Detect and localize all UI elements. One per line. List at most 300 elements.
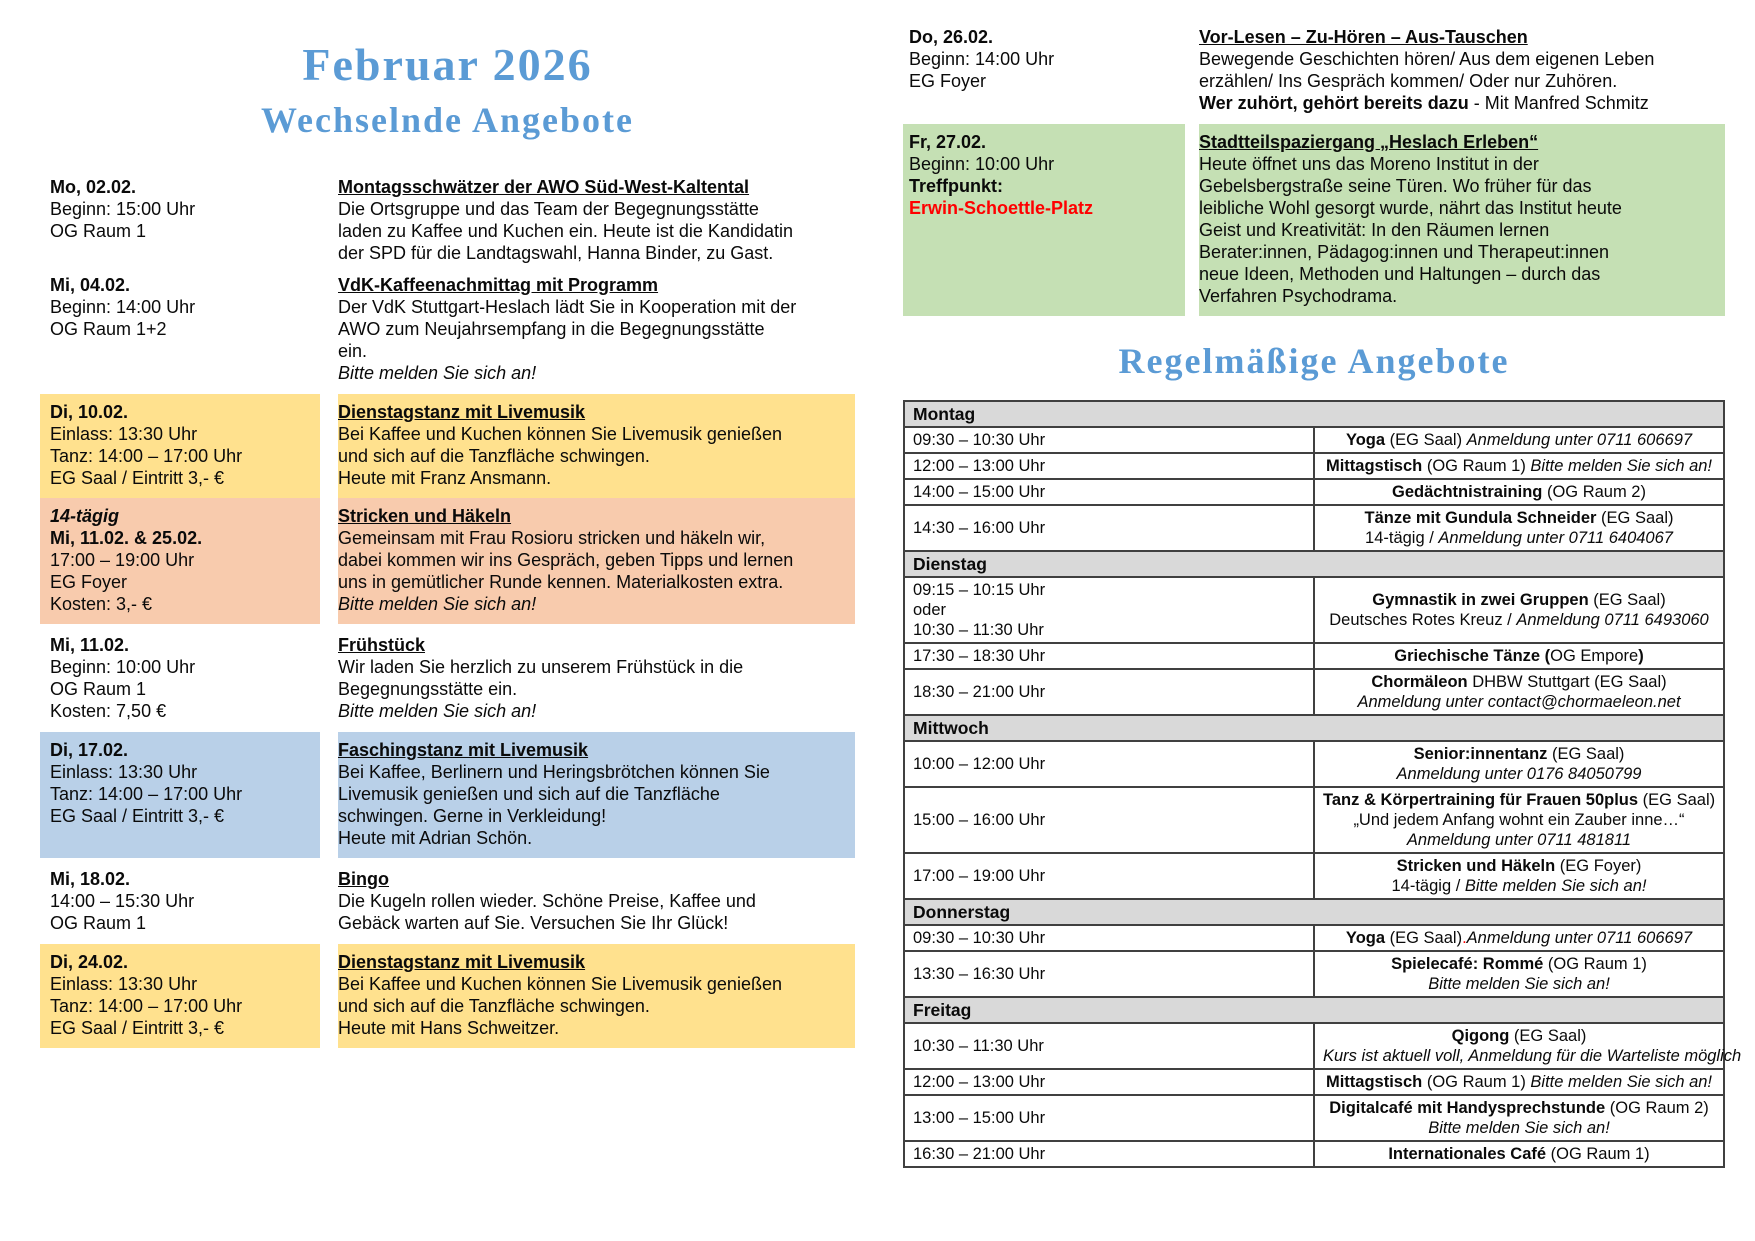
content-cell (1314, 853, 1724, 899)
text-segment: Tanz: 14:00 – 17:00 Uhr (50, 446, 243, 466)
text-line (50, 505, 320, 527)
event-title: Montagsschwätzer der AWO Süd-West-Kaltental (338, 177, 750, 197)
time-cell (904, 787, 1314, 853)
text-line (1199, 219, 1719, 241)
text-segment: Bitte melden Sie sich an! (1428, 975, 1610, 993)
text-segment: EG Foyer (909, 71, 987, 91)
column-gutter (320, 394, 338, 498)
text-segment: ein. (338, 341, 368, 361)
text-segment: Senior:innentanz (1413, 745, 1548, 763)
content-cell (1314, 643, 1724, 669)
text-segment: Gymnastik in zwei Gruppen (1372, 591, 1589, 609)
text-line (50, 527, 320, 549)
text-segment: Fr, 27.02. (909, 132, 987, 152)
regular-offers-title: Regelmäßige Angebote (1118, 341, 1510, 381)
text-line (338, 340, 849, 362)
text-line (50, 890, 320, 912)
day-header-cell: Donnerstag (904, 899, 1724, 925)
text-segment: Bitte melden Sie sich an! (338, 594, 537, 614)
text-line (50, 739, 320, 761)
time-text: 12:00 – 13:00 Uhr (913, 1073, 1046, 1091)
text-line (50, 761, 320, 783)
text-line (50, 220, 320, 242)
text-line (338, 973, 849, 995)
text-line (909, 131, 1185, 153)
text-line (50, 1017, 320, 1039)
month-title: Februar 2026 (302, 39, 593, 90)
text-segment: und sich auf die Tanzfläche schwingen. (338, 446, 650, 466)
text-segment: Anmeldung unter 0711 6404067 (1438, 529, 1673, 547)
text-segment: neue Ideen, Methoden und Haltungen – durch das (1199, 264, 1601, 284)
text-line (1323, 1026, 1715, 1046)
text-segment: Einlass: 13:30 Uhr (50, 424, 198, 444)
text-segment: Verfahren Psychodrama. (1199, 286, 1398, 306)
text-line (50, 593, 320, 615)
text-segment: (EG Saal) (1547, 745, 1625, 763)
event-block (903, 124, 1725, 316)
text-segment: Die Kugeln rollen wieder. Schöne Preise, Kaffee und (338, 891, 756, 911)
text-line (338, 656, 849, 678)
text-segment: und sich auf die Tanzfläche schwingen. (338, 996, 650, 1016)
time-text: 09:15 – 10:15 Uhr (913, 581, 1046, 599)
text-line (338, 549, 849, 571)
text-segment: uns in gemütlicher Runde kennen. Materialkosten extra. (338, 572, 784, 592)
text-line (338, 890, 849, 912)
event-description (338, 394, 855, 498)
text-segment: Kosten: 7,50 € (50, 701, 167, 721)
event-title: Dienstagstanz mit Livemusik (338, 402, 586, 422)
text-line (1199, 175, 1719, 197)
text-segment: ) (1638, 647, 1644, 665)
right-events-list (903, 26, 1725, 316)
text-line (909, 26, 1185, 48)
text-segment: Berater:innen, Pädagog:innen und Therapeut:innen (1199, 242, 1609, 262)
text-segment: Bei Kaffee und Kuchen können Sie Livemusik genießen (338, 424, 782, 444)
schedule-row (904, 925, 1724, 951)
text-line (1199, 285, 1719, 307)
text-segment: Wir laden Sie herzlich zu unserem Frühstück in die (338, 657, 744, 677)
content-cell (1314, 1023, 1742, 1069)
schedule-row (904, 427, 1724, 453)
schedule-row (904, 479, 1724, 505)
text-line (1323, 928, 1715, 948)
text-segment: 17:00 – 19:00 Uhr (50, 550, 195, 570)
schedule-row (904, 453, 1724, 479)
text-segment: OG Raum 1 (50, 913, 147, 933)
text-line (50, 198, 320, 220)
time-text: 09:30 – 10:30 Uhr (913, 929, 1046, 947)
text-segment: Spielecafé: Rommé (1391, 955, 1544, 973)
text-segment: Einlass: 13:30 Uhr (50, 762, 198, 782)
text-line (1199, 241, 1719, 263)
text-segment: Anmeldung unter 0711 481811 (1406, 831, 1632, 849)
content-cell (1314, 505, 1724, 551)
text-line (50, 912, 320, 934)
text-line (338, 423, 849, 445)
text-segment: (OG Raum 1) (1422, 457, 1531, 475)
text-segment: Mittagstisch (1325, 1073, 1423, 1091)
time-cell (904, 1141, 1314, 1167)
text-line (50, 423, 320, 445)
text-segment: Mi, 18.02. (50, 869, 131, 889)
text-line (50, 296, 320, 318)
text-segment: Yoga (1345, 431, 1386, 449)
text-line (1199, 92, 1719, 114)
text-line (1199, 197, 1719, 219)
text-line (50, 868, 320, 890)
text-line (50, 176, 320, 198)
schedule-row (904, 1141, 1724, 1167)
text-segment: Geist und Kreativität: In den Räumen lernen (1199, 220, 1550, 240)
text-line (338, 783, 849, 805)
schedule-row (904, 505, 1724, 551)
text-line (909, 48, 1185, 70)
text-line (338, 700, 849, 722)
schedule-row (904, 951, 1724, 997)
schedule-row (904, 787, 1724, 853)
text-line (1323, 790, 1715, 810)
day-header-cell: Mittwoch (904, 715, 1724, 741)
event-date-info (903, 124, 1185, 316)
event-description (338, 944, 855, 1048)
text-segment: 14-tägig / (1365, 529, 1439, 547)
event-block (40, 634, 855, 722)
event-title: Bingo (338, 869, 389, 889)
text-line (338, 805, 849, 827)
time-text: 16:30 – 21:00 Uhr (913, 1145, 1046, 1163)
text-line (50, 656, 320, 678)
text-line (1323, 430, 1715, 450)
text-segment: 14-tägig (50, 506, 120, 526)
schedule-row (904, 577, 1724, 643)
text-segment: Mi, 11.02. (50, 635, 130, 655)
time-text: 13:00 – 15:00 Uhr (913, 1109, 1046, 1127)
text-line (338, 242, 849, 264)
text-segment: Bitte melden Sie sich an! (1464, 877, 1647, 895)
event-title: Dienstagstanz mit Livemusik (338, 952, 586, 972)
day-header-cell: Freitag (904, 997, 1724, 1023)
text-line (1323, 856, 1715, 876)
text-segment: Anmeldung unter contact@chormaeleon.net (1357, 693, 1681, 711)
text-line (50, 783, 320, 805)
event-date-info (40, 732, 320, 858)
text-line (50, 467, 320, 489)
text-segment: EG Saal / Eintritt 3,- € (50, 1018, 225, 1038)
text-line (338, 527, 849, 549)
event-date-info (40, 498, 320, 624)
day-header-cell: Dienstag (904, 551, 1724, 577)
time-cell (904, 669, 1314, 715)
content-cell (1314, 1069, 1724, 1095)
text-segment: (EG Foyer) (1555, 857, 1642, 875)
text-segment: Tanz: 14:00 – 17:00 Uhr (50, 784, 243, 804)
event-date-info (40, 394, 320, 498)
text-segment: Wer zuhört, gehört bereits dazu (1199, 93, 1469, 113)
text-segment: leibliche Wohl gesorgt wurde, nährt das Institut heute (1199, 198, 1622, 218)
text-segment: AWO zum Neujahrsempfang in die Begegnungsstätte (338, 319, 765, 339)
text-line (909, 197, 1185, 219)
day-header-row (904, 997, 1724, 1023)
event-block (40, 274, 855, 384)
text-line (1323, 456, 1715, 476)
event-block (40, 394, 855, 498)
event-block (40, 176, 855, 264)
column-gutter (320, 868, 338, 934)
time-cell (904, 853, 1314, 899)
day-header-row (904, 551, 1724, 577)
time-cell (904, 427, 1314, 453)
text-segment: DHBW Stuttgart (EG Saal) (1467, 673, 1667, 691)
text-segment: Anmeldung unter 0711 606697 (1466, 431, 1693, 449)
event-description (338, 498, 855, 624)
time-cell (904, 1069, 1314, 1095)
text-line (50, 274, 320, 296)
text-line (1323, 954, 1715, 974)
time-text: 10:30 – 11:30 Uhr (913, 621, 1044, 639)
text-line (50, 973, 320, 995)
text-segment: Gedächtnistraining (1392, 483, 1543, 501)
text-segment: Internationales Café (1388, 1145, 1547, 1163)
column-gutter (320, 498, 338, 624)
event-description (1199, 124, 1725, 316)
content-cell (1314, 577, 1724, 643)
text-segment: Die Ortsgruppe und das Team der Begegnungsstätte (338, 199, 759, 219)
text-line (1323, 590, 1715, 610)
time-cell (904, 1095, 1314, 1141)
text-segment: Mo, 02.02. (50, 177, 137, 197)
text-line (338, 571, 849, 593)
text-line (909, 70, 1185, 92)
text-line (1323, 810, 1715, 830)
text-line (50, 678, 320, 700)
text-segment: Di, 24.02. (50, 952, 129, 972)
text-segment: Der VdK Stuttgart-Heslach lädt Sie in Kooperation mit der (338, 297, 797, 317)
text-line (1323, 672, 1715, 692)
text-segment: Beginn: 10:00 Uhr (909, 154, 1055, 174)
text-segment: Bitte melden Sie sich an! (338, 701, 537, 721)
text-line (50, 700, 320, 722)
text-segment: Heute mit Adrian Schön. (338, 828, 533, 848)
time-cell (904, 925, 1314, 951)
column-gutter (320, 634, 338, 722)
text-line (1323, 1046, 1742, 1066)
text-segment: Griechische Tänze ( (1394, 647, 1551, 665)
time-cell (904, 1023, 1314, 1069)
schedule-row (904, 643, 1724, 669)
text-line (50, 571, 320, 593)
text-segment: „Und jedem Anfang wohnt ein Zauber inne…“ (1353, 811, 1685, 829)
text-segment: Erwin-Schoettle-Platz (909, 198, 1094, 218)
text-line (338, 995, 849, 1017)
time-cell (904, 741, 1314, 787)
text-segment: EG Saal / Eintritt 3,- € (50, 806, 225, 826)
text-line (338, 761, 849, 783)
event-description (338, 176, 855, 264)
text-segment: Anmeldung unter 0711 606697 (1466, 929, 1693, 947)
text-segment: Beginn: 14:00 Uhr (909, 49, 1055, 69)
text-line (1323, 764, 1715, 784)
time-text: 14:30 – 16:00 Uhr (913, 519, 1046, 537)
time-text: 10:30 – 11:30 Uhr (913, 1037, 1044, 1055)
text-segment: Bitte melden Sie sich an! (1530, 1073, 1713, 1091)
text-line (1323, 692, 1715, 712)
text-line (1323, 1118, 1715, 1138)
schedule-row (904, 1095, 1724, 1141)
event-title: Vor-Lesen – Zu-Hören – Aus-Tauschen (1199, 27, 1528, 47)
event-title: VdK-Kaffeenachmittag mit Programm (338, 275, 659, 295)
text-line (338, 445, 849, 467)
text-segment: (EG Saal) (1385, 929, 1463, 947)
content-cell (1314, 925, 1724, 951)
event-block (40, 944, 855, 1048)
text-line (1323, 1072, 1715, 1092)
event-date-info (40, 634, 320, 722)
weekly-schedule-table (903, 400, 1742, 1168)
text-line (338, 827, 849, 849)
text-segment: (OG Raum 2) (1542, 483, 1646, 501)
text-segment: schwingen. Gerne in Verkleidung! (338, 806, 607, 826)
text-segment: (EG Saal) (1509, 1027, 1587, 1045)
text-line (50, 549, 320, 571)
text-segment: 14:00 – 15:30 Uhr (50, 891, 195, 911)
text-segment: (EG Saal) (1385, 431, 1467, 449)
text-segment: laden zu Kaffee und Kuchen ein. Heute ist die Kandidatin (338, 221, 794, 241)
text-segment: Do, 26.02. (909, 27, 994, 47)
text-segment: der SPD für die Landtagswahl, Hanna Binder, zu Gast. (338, 243, 774, 263)
text-segment: Einlass: 13:30 Uhr (50, 974, 198, 994)
text-segment: Beginn: 14:00 Uhr (50, 297, 196, 317)
text-segment: Tanz & Körpertraining für Frauen 50plus (1323, 791, 1639, 809)
schedule-table-body (904, 401, 1742, 1167)
content-cell (1314, 479, 1724, 505)
text-segment: Di, 17.02. (50, 740, 129, 760)
text-line (50, 951, 320, 973)
time-cell (904, 505, 1314, 551)
text-segment: . (1462, 929, 1467, 947)
text-segment: Deutsches Rotes Kreuz / (1329, 611, 1517, 629)
event-description (338, 274, 855, 384)
content-cell (1314, 1095, 1724, 1141)
day-header-cell: Montag (904, 401, 1724, 427)
text-line (50, 445, 320, 467)
time-text: 18:30 – 21:00 Uhr (913, 683, 1046, 701)
text-segment: Bewegende Geschichten hören/ Aus dem eigenen Leben (1199, 49, 1655, 69)
changing-offers-title: Wechselnde Angebote (260, 100, 634, 140)
text-segment: Heute mit Hans Schweitzer. (338, 1018, 560, 1038)
event-title: Stadtteilspaziergang „Heslach Erleben“ (1199, 132, 1539, 152)
event-date-info (40, 868, 320, 934)
day-header-row (904, 715, 1724, 741)
text-segment: Gebelsbergstraße seine Türen. Wo früher für das (1199, 176, 1592, 196)
column-gutter (1185, 26, 1199, 114)
time-text: oder (913, 601, 947, 619)
text-line (338, 467, 849, 489)
text-segment: Beginn: 10:00 Uhr (50, 657, 196, 677)
text-segment: Stricken und Häkeln (1396, 857, 1556, 875)
content-cell (1314, 741, 1724, 787)
content-cell (1314, 1141, 1724, 1167)
column-gutter (320, 732, 338, 858)
text-line (909, 153, 1185, 175)
text-segment: Kurs ist aktuell voll, Anmeldung für die Warteliste möglich (1323, 1047, 1742, 1065)
time-cell (904, 453, 1314, 479)
text-segment: Heute mit Franz Ansmann. (338, 468, 552, 488)
text-segment: OG Empore (1550, 647, 1639, 665)
text-segment: Anmeldung unter 0176 84050799 (1396, 765, 1642, 783)
text-line (1323, 610, 1715, 630)
text-segment: Begegnungsstätte ein. (338, 679, 518, 699)
text-segment: Bei Kaffee, Berlinern und Heringsbrötchen können Sie (338, 762, 770, 782)
text-segment: Gebäck warten auf Sie. Versuchen Sie Ihr Glück! (338, 913, 729, 933)
text-segment: Anmeldung 0711 6493060 (1516, 611, 1709, 629)
text-segment: 14-tägig / (1391, 877, 1465, 895)
text-line (338, 198, 849, 220)
event-description (338, 868, 855, 934)
text-line (50, 318, 320, 340)
event-title: Faschingstanz mit Livemusik (338, 740, 589, 760)
day-header-row (904, 401, 1724, 427)
text-segment: Gemeinsam mit Frau Rosioru stricken und häkeln wir, (338, 528, 766, 548)
text-line (50, 995, 320, 1017)
text-segment: Yoga (1345, 929, 1386, 947)
text-segment: dabei kommen wir ins Gespräch, geben Tipps und lernen (338, 550, 794, 570)
text-segment: EG Saal / Eintritt 3,- € (50, 468, 225, 488)
text-segment: OG Raum 1+2 (50, 319, 167, 339)
text-segment: Livemusik genießen und sich auf die Tanzfläche (338, 784, 720, 804)
time-text: 15:00 – 16:00 Uhr (913, 811, 1046, 829)
text-segment: (EG Saal) (1596, 509, 1674, 527)
text-segment: (OG Raum 2) (1605, 1099, 1709, 1117)
text-line (338, 1017, 849, 1039)
text-segment: Chormäleon (1371, 673, 1468, 691)
event-block (40, 868, 855, 934)
text-line (1323, 974, 1715, 994)
content-cell (1314, 951, 1724, 997)
event-description (338, 634, 855, 722)
text-line (909, 175, 1185, 197)
text-line (1323, 876, 1715, 896)
schedule-row (904, 741, 1724, 787)
content-cell (1314, 669, 1724, 715)
text-line (1323, 508, 1715, 528)
text-segment: Treffpunkt: (909, 176, 1003, 196)
text-segment: (OG Raum 1) (1422, 1073, 1531, 1091)
text-segment: OG Raum 1 (50, 679, 147, 699)
text-segment: (EG Saal) (1638, 791, 1716, 809)
text-segment: Tänze mit Gundula Schneider (1364, 509, 1597, 527)
text-line (1323, 646, 1715, 666)
text-segment: - Mit Manfred Schmitz (1468, 93, 1649, 113)
left-column (40, 30, 855, 1048)
event-date-info (40, 944, 320, 1048)
event-block (40, 498, 855, 624)
text-line (1323, 1144, 1715, 1164)
text-segment: Di, 10.02. (50, 402, 129, 422)
time-text: 10:00 – 12:00 Uhr (913, 755, 1046, 773)
time-cell (904, 479, 1314, 505)
event-title: Frühstück (338, 635, 426, 655)
text-segment: Bitte melden Sie sich an! (338, 363, 537, 383)
column-gutter (320, 274, 338, 384)
day-header-row (904, 899, 1724, 925)
text-segment: Bitte melden Sie sich an! (1428, 1119, 1610, 1137)
event-block (40, 732, 855, 858)
time-text: 17:00 – 19:00 Uhr (913, 867, 1046, 885)
event-description (338, 732, 855, 858)
text-line (338, 593, 849, 615)
text-line (1199, 48, 1719, 70)
text-line (338, 678, 849, 700)
